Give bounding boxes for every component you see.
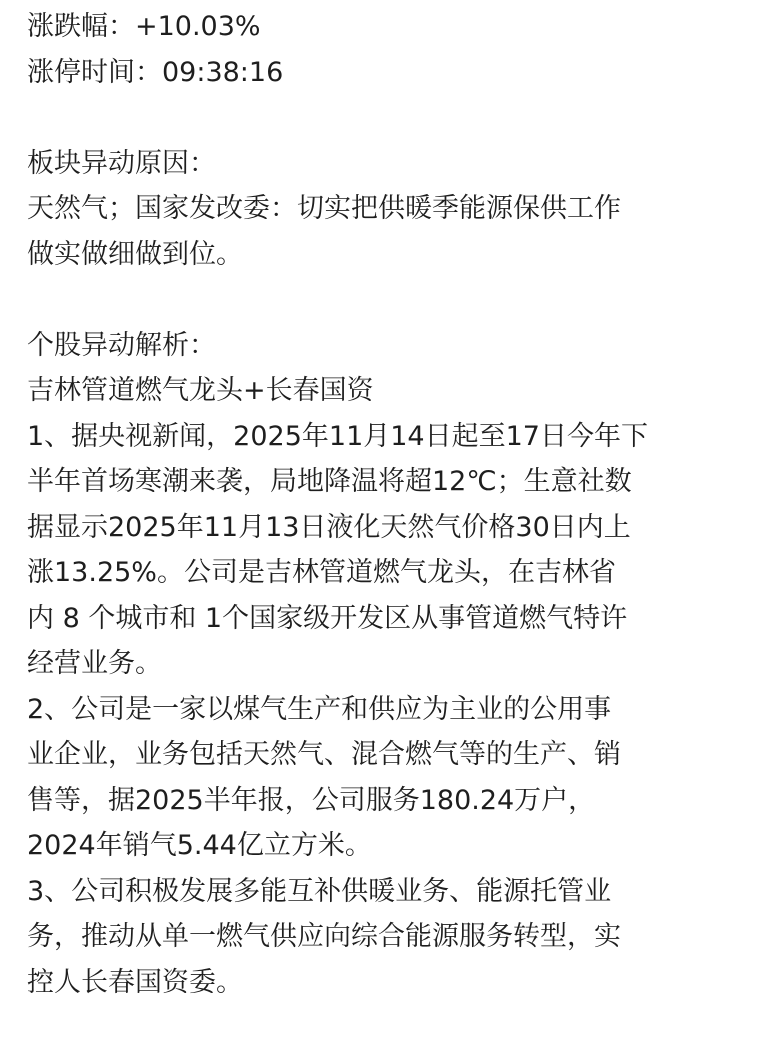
analysis-line: 内 8 个城市和 1个国家级开发区从事管道燃气特许: [27, 602, 628, 634]
analysis-line: 半年首场寒潮来袭，局地降温将超12℃；生意社数: [27, 466, 632, 497]
analysis-line: 业企业，业务包括天然气、混合燃气等的生产、销: [27, 739, 621, 770]
analysis-line: 3、公司积极发展多能互补供暖业务、能源托管业: [27, 875, 612, 907]
analysis-line: 经营业务。: [27, 648, 162, 679]
stock-anomaly-document: [27, 4, 749, 1005]
analysis-point-2: [27, 687, 749, 869]
analysis-line: 涨13.25%。公司是吉林管道燃气龙头，在吉林省: [27, 557, 616, 588]
analysis-point-3: [27, 869, 749, 1006]
analysis-line: 1、据央视新闻，2025年11月14日起至17日今年下: [27, 420, 648, 452]
stock-analysis-heading: 个股异动解析：: [27, 329, 216, 361]
analysis-line: 控人长春国资委。: [27, 966, 243, 998]
sector-reason-line: 天然气；国家发改委：切实把供暖季能源保供工作: [27, 193, 621, 224]
analysis-point-1: [27, 414, 749, 687]
analysis-line: 2、公司是一家以煤气生产和供应为主业的公用事: [27, 693, 612, 725]
limit-up-time-line: 涨停时间：09:38:16: [27, 56, 284, 88]
analysis-line: 据显示2025年11月13日液化天然气价格30日内上: [27, 511, 631, 543]
stock-analysis-subtitle: 吉林管道燃气龙头+长春国资: [27, 375, 374, 406]
sector-reason-line: 做实做细做到位。: [27, 238, 243, 270]
spacer: [27, 277, 749, 323]
analysis-line: 售等，据2025半年报，公司服务180.24万户，: [27, 784, 596, 816]
analysis-line: 2024年销气5.44亿立方米。: [27, 830, 372, 861]
price-change-line: 涨跌幅：+10.03%: [27, 11, 261, 42]
spacer: [27, 95, 749, 141]
sector-reason-heading: 板块异动原因：: [27, 147, 216, 179]
analysis-line: 务，推动从单一燃气供应向综合能源服务转型，实: [27, 921, 621, 952]
